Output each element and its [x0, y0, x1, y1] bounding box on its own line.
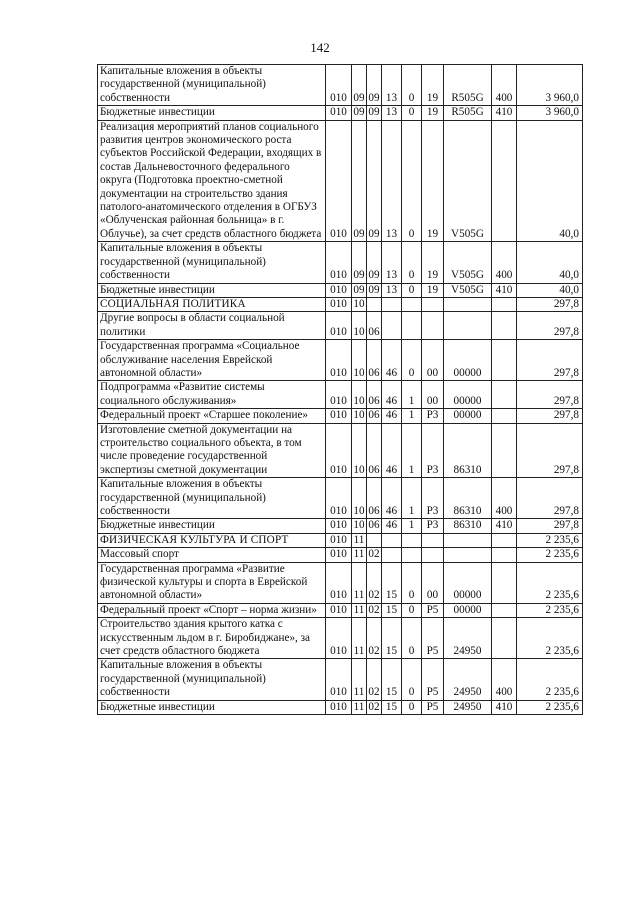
table-row [98, 242, 583, 283]
subprogram-code-cell [402, 548, 422, 562]
amount-cell: 2 235,6 [517, 659, 583, 700]
table-row [98, 340, 583, 381]
direction-code-cell [444, 533, 492, 547]
grbs-code-cell: 010 [326, 106, 352, 120]
direction-code-cell [444, 548, 492, 562]
grbs-code-cell: 010 [326, 423, 352, 478]
table-row [98, 381, 583, 409]
subsection-code-cell: 06 [368, 409, 380, 422]
subsection-code-cell: 06 [367, 478, 382, 519]
subprogram-code-cell: 0 [402, 700, 422, 714]
table-row [98, 548, 583, 562]
subprogram-code-cell: 0 [402, 283, 422, 297]
row-name-cell: Капитальные вложения в объекты государственной (муниципальной) собственности [98, 659, 326, 700]
table-row [98, 478, 583, 519]
project-code-cell: 00 [422, 340, 444, 381]
project-code-cell: 19 [422, 242, 444, 283]
subprogram-code-cell: 1 [402, 409, 422, 423]
row-name-cell: Другие вопросы в области социальной политики [98, 312, 326, 340]
expense-type-cell [492, 120, 517, 242]
subprogram-code-cell: 1 [402, 423, 422, 478]
section-code-cell: 11 [352, 603, 367, 617]
subprogram-code-cell: 0 [402, 659, 422, 700]
project-code-cell [422, 548, 444, 562]
direction-code-cell: V505G [444, 283, 492, 297]
direction-code-cell: 86310 [444, 519, 492, 533]
direction-code-cell [444, 312, 492, 340]
expense-type-cell [492, 409, 517, 423]
row-name-cell: Бюджетные инвестиции [98, 283, 326, 297]
table-row [98, 312, 583, 340]
project-code-cell: 19 [422, 120, 444, 242]
expense-type-cell: 400 [492, 65, 517, 106]
section-code-cell: 10 [352, 312, 367, 340]
project-code-cell: P5 [422, 700, 444, 714]
row-name-cell: Изготовление сметной документации на строительство социального объекта, в том числе проведение государственной экспертизы сметной документации [98, 423, 326, 478]
expense-type-cell [492, 312, 517, 340]
grbs-code-cell: 010 [326, 562, 352, 603]
expense-type-cell [492, 297, 517, 311]
section-code-cell: 10 [353, 409, 365, 422]
expense-type-cell: 410 [492, 519, 517, 533]
grbs-code-cell: 010 [326, 283, 352, 297]
subsection-code-cell: 06 [367, 381, 382, 409]
section-code-cell: 11 [352, 533, 367, 547]
row-name-cell: Государственная программа «Социальное обслуживание населения Еврейской автономной области» [98, 340, 326, 381]
direction-code-cell: R505G [444, 106, 492, 120]
row-name-cell: Капитальные вложения в объекты государственной (муниципальной) собственности [98, 65, 326, 106]
row-name-cell: Бюджетные инвестиции [98, 700, 326, 714]
grbs-code-cell: 010 [326, 603, 352, 617]
direction-code-cell: 00000 [444, 340, 492, 381]
program-code-cell: 13 [382, 65, 402, 106]
amount-cell: 2 235,6 [517, 548, 583, 562]
grbs-code-cell: 010 [326, 409, 352, 423]
direction-code-cell: V505G [444, 242, 492, 283]
table-row [98, 700, 583, 714]
expense-type-cell [492, 548, 517, 562]
amount-cell: 2 235,6 [517, 533, 583, 547]
direction-code-cell: V505G [444, 120, 492, 242]
subsection-code-cell [367, 533, 382, 547]
section-code-cell: 10 [353, 297, 365, 310]
grbs-code-cell: 010 [326, 340, 352, 381]
project-code-cell: 19 [422, 65, 444, 106]
row-name-cell: Федеральный проект «Спорт – норма жизни» [98, 603, 326, 617]
amount-cell: 3 960,0 [517, 106, 583, 120]
grbs-code-cell: 010 [326, 478, 352, 519]
row-name-cell: Бюджетные инвестиции [98, 106, 326, 120]
table-row [98, 297, 583, 311]
section-code-cell: 09 [353, 283, 365, 296]
project-code-cell: P5 [422, 603, 444, 617]
section-code-cell: 11 [352, 562, 367, 603]
row-name-cell: Государственная программа «Развитие физической культуры и спорта в Еврейской автономной области» [98, 562, 326, 603]
program-code-cell: 46 [382, 478, 402, 519]
section-code-cell: 09 [352, 120, 367, 242]
subsection-code-cell: 02 [368, 603, 380, 616]
section-code-cell: 09 [353, 106, 365, 119]
grbs-code-cell: 010 [326, 297, 352, 311]
subsection-code-cell [367, 297, 382, 311]
program-code-cell [382, 533, 402, 547]
subsection-code-cell: 09 [367, 242, 382, 283]
expense-type-cell [492, 533, 517, 547]
program-code-cell [382, 548, 402, 562]
subprogram-code-cell [402, 297, 422, 311]
direction-code-cell: 00000 [444, 562, 492, 603]
table-row [98, 65, 583, 106]
direction-code-cell: 24950 [444, 659, 492, 700]
table-row [98, 519, 583, 533]
amount-cell: 2 235,6 [517, 603, 583, 617]
project-code-cell: 19 [422, 283, 444, 297]
row-name-cell: ФИЗИЧЕСКАЯ КУЛЬТУРА И СПОРТ [98, 533, 326, 547]
subprogram-code-cell [402, 312, 422, 340]
row-name-cell: Строительство здания крытого катка с искусственным льдом в г. Биробиджане», за счет средств областного бюджета [98, 618, 326, 659]
table-row [98, 409, 583, 423]
subprogram-code-cell: 0 [402, 562, 422, 603]
amount-cell: 40,0 [517, 242, 583, 283]
table-row [98, 533, 583, 547]
section-code-cell: 10 [352, 423, 367, 478]
section-code-cell: 11 [352, 618, 367, 659]
subsection-code-cell: 02 [367, 562, 382, 603]
expense-type-cell: 410 [492, 283, 517, 297]
direction-code-cell: 24950 [444, 618, 492, 659]
subprogram-code-cell: 0 [402, 242, 422, 283]
grbs-code-cell: 010 [326, 618, 352, 659]
subsection-code-cell: 02 [368, 700, 380, 713]
subsection-code-cell: 02 [368, 548, 380, 561]
expense-type-cell [492, 618, 517, 659]
project-code-cell: 00 [422, 562, 444, 603]
grbs-code-cell: 010 [326, 65, 352, 106]
subprogram-code-cell: 0 [402, 603, 422, 617]
grbs-code-cell: 010 [326, 312, 352, 340]
project-code-cell: P3 [422, 478, 444, 519]
table-row [98, 618, 583, 659]
project-code-cell: P3 [422, 423, 444, 478]
expense-type-cell: 410 [492, 106, 517, 120]
amount-cell: 297,8 [517, 423, 583, 478]
table-row [98, 603, 583, 617]
program-code-cell: 46 [382, 381, 402, 409]
amount-cell: 40,0 [517, 120, 583, 242]
direction-code-cell: 24950 [444, 700, 492, 714]
program-code-cell: 46 [382, 423, 402, 478]
subsection-code-cell: 02 [367, 618, 382, 659]
section-code-cell: 09 [352, 65, 367, 106]
subprogram-code-cell: 0 [402, 106, 422, 120]
expense-type-cell [492, 603, 517, 617]
program-code-cell [382, 297, 402, 311]
section-code-cell: 11 [352, 700, 367, 714]
subsection-code-cell: 02 [367, 659, 382, 700]
program-code-cell: 13 [382, 242, 402, 283]
amount-cell: 297,8 [517, 478, 583, 519]
subprogram-code-cell: 0 [402, 120, 422, 242]
table-row [98, 659, 583, 700]
subprogram-code-cell: 1 [402, 478, 422, 519]
amount-cell: 297,8 [517, 519, 583, 533]
project-code-cell: P5 [422, 659, 444, 700]
program-code-cell: 15 [382, 562, 402, 603]
subsection-code-cell: 06 [367, 312, 382, 340]
project-code-cell: P5 [422, 618, 444, 659]
amount-cell: 297,8 [517, 340, 583, 381]
direction-code-cell: 86310 [444, 423, 492, 478]
amount-cell: 297,8 [517, 409, 583, 423]
amount-cell: 297,8 [517, 297, 583, 311]
amount-cell: 297,8 [517, 381, 583, 409]
program-code-cell [382, 312, 402, 340]
subsection-code-cell: 06 [368, 519, 380, 532]
expense-type-cell: 400 [492, 659, 517, 700]
grbs-code-cell: 010 [326, 519, 352, 533]
direction-code-cell: 00000 [444, 381, 492, 409]
program-code-cell: 13 [382, 106, 402, 120]
program-code-cell: 46 [382, 340, 402, 381]
subprogram-code-cell: 0 [402, 618, 422, 659]
row-name-cell: Массовый спорт [98, 548, 326, 562]
project-code-cell: 00 [422, 381, 444, 409]
section-code-cell: 10 [352, 340, 367, 381]
budget-table [97, 64, 583, 715]
row-name-cell: СОЦИАЛЬНАЯ ПОЛИТИКА [98, 297, 326, 311]
grbs-code-cell: 010 [326, 120, 352, 242]
table-row [98, 562, 583, 603]
subsection-code-cell: 09 [367, 120, 382, 242]
subprogram-code-cell [402, 533, 422, 547]
section-code-cell: 10 [352, 478, 367, 519]
expense-type-cell [492, 381, 517, 409]
row-name-cell: Капитальные вложения в объекты государственной (муниципальной) собственности [98, 478, 326, 519]
grbs-code-cell: 010 [326, 533, 352, 547]
subprogram-code-cell: 0 [402, 340, 422, 381]
row-name-cell: Федеральный проект «Старшее поколение» [98, 409, 326, 423]
section-code-cell: 10 [352, 381, 367, 409]
direction-code-cell: 00000 [444, 603, 492, 617]
table-row [98, 106, 583, 120]
expense-type-cell [492, 562, 517, 603]
project-code-cell: P3 [422, 409, 444, 423]
expense-type-cell [492, 340, 517, 381]
subsection-code-cell: 06 [367, 423, 382, 478]
direction-code-cell: 86310 [444, 478, 492, 519]
row-name-cell: Подпрограмма «Развитие системы социального обслуживания» [98, 381, 326, 409]
table-row [98, 283, 583, 297]
subsection-code-cell: 09 [368, 283, 380, 296]
subsection-code-cell: 09 [367, 65, 382, 106]
page-number: 142 [310, 40, 330, 55]
program-code-cell: 15 [382, 659, 402, 700]
program-code-cell: 15 [382, 618, 402, 659]
grbs-code-cell: 010 [326, 659, 352, 700]
row-name-cell: Капитальные вложения в объекты государственной (муниципальной) собственности [98, 242, 326, 283]
project-code-cell [422, 297, 444, 311]
amount-cell: 2 235,6 [517, 618, 583, 659]
grbs-code-cell: 010 [326, 381, 352, 409]
table-row [98, 120, 583, 242]
row-name-cell: Бюджетные инвестиции [98, 519, 326, 533]
expense-type-cell: 410 [492, 700, 517, 714]
direction-code-cell [444, 297, 492, 311]
section-code-cell: 11 [352, 548, 367, 562]
subprogram-code-cell: 1 [402, 519, 422, 533]
grbs-code-cell: 010 [326, 700, 352, 714]
project-code-cell: P3 [422, 519, 444, 533]
program-code-cell: 13 [382, 283, 402, 297]
subprogram-code-cell: 0 [402, 65, 422, 106]
subprogram-code-cell: 1 [402, 381, 422, 409]
program-code-cell: 46 [382, 409, 402, 423]
program-code-cell: 15 [382, 603, 402, 617]
amount-cell: 3 960,0 [517, 65, 583, 106]
subsection-code-cell: 06 [367, 340, 382, 381]
program-code-cell: 15 [382, 700, 402, 714]
expense-type-cell [492, 423, 517, 478]
grbs-code-cell: 010 [326, 242, 352, 283]
project-code-cell: 19 [422, 106, 444, 120]
table-row [98, 423, 583, 478]
section-code-cell: 10 [353, 519, 365, 532]
amount-cell: 297,8 [517, 312, 583, 340]
program-code-cell: 46 [382, 519, 402, 533]
expense-type-cell: 400 [492, 242, 517, 283]
amount-cell: 2 235,6 [517, 700, 583, 714]
row-name-cell: Реализация мероприятий планов социального развития центров экономического роста субъектов Российской Федерации, входящих в состав Дальневосточного федерального округа (Подготовка проектно-сметной документации на строительство здания патолого-анатомического отделения в ОГБУЗ «Облученская районная больница» в г. Облучье), за счет средств областного бюджета [98, 120, 326, 242]
section-code-cell: 09 [352, 242, 367, 283]
subsection-code-cell: 09 [368, 106, 380, 119]
table-body [98, 65, 583, 715]
expense-type-cell: 400 [492, 478, 517, 519]
section-code-cell: 11 [352, 659, 367, 700]
project-code-cell [422, 312, 444, 340]
program-code-cell: 13 [382, 120, 402, 242]
direction-code-cell: 00000 [444, 409, 492, 423]
direction-code-cell: R505G [444, 65, 492, 106]
amount-cell: 2 235,6 [517, 562, 583, 603]
project-code-cell [422, 533, 444, 547]
grbs-code-cell: 010 [326, 548, 352, 562]
amount-cell: 40,0 [517, 283, 583, 297]
